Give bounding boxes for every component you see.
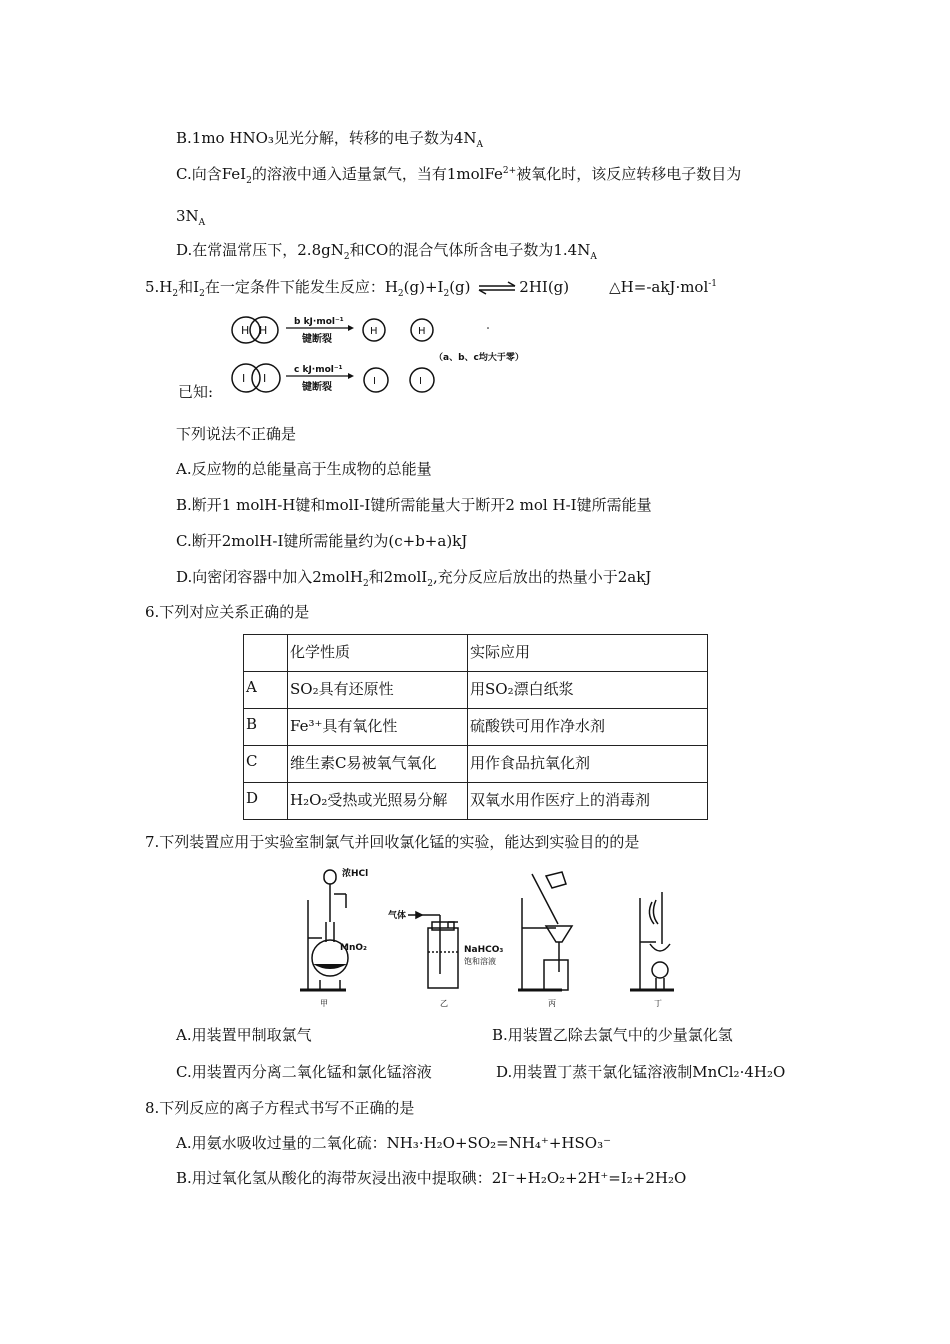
ii-right-label: I xyxy=(263,372,267,385)
table-row xyxy=(244,672,708,709)
q4-option-c-line2: $3N_A$ xyxy=(176,207,206,228)
q7-option-a: A.用装置甲制取氯气 xyxy=(176,1026,312,1044)
label-ding: 丁 xyxy=(654,999,662,1008)
c-energy-label: c kJ·mol⁻¹ xyxy=(294,365,343,375)
mno2-label: MnO₂ xyxy=(340,943,367,953)
q5-known-label: 已知: xyxy=(178,383,214,401)
h-atom-2-label: H xyxy=(418,326,426,337)
q5-option-c: C.断开2molH-I键所需能量约为(c+b+a)kJ xyxy=(176,532,468,550)
bond-energy-figure xyxy=(226,308,556,408)
table-row xyxy=(244,709,708,746)
q8-stem: 8.下列反应的离子方程式书写不正确的是 xyxy=(145,1099,415,1117)
apparatus-ding xyxy=(630,892,674,1008)
nahco3-label: NaHCO₃ xyxy=(464,945,504,955)
q4-option-d: D.在常温常压下，$2.8gN_2$和CO的混合气体所含电子数为$1.4N_A$ xyxy=(176,241,597,262)
table-cell: A xyxy=(244,672,288,709)
i-atom-2-label: I xyxy=(419,376,422,387)
gas-label: 气体 xyxy=(388,911,407,921)
q5-option-b: B.断开1 molH-H键和molI-I键所需能量大于断开2 mol H-I键所需能量 xyxy=(176,496,652,514)
hh-right-label: H xyxy=(259,324,268,337)
table-row xyxy=(244,783,708,820)
h-atom-1-label: H xyxy=(370,326,378,337)
table-cell: D xyxy=(244,783,288,820)
positive-note-label: （a、b、c均大于零） xyxy=(434,353,524,363)
table-cell: Fe³⁺具有氧化性 xyxy=(288,709,468,746)
q6-stem: 6.下列对应关系正确的是 xyxy=(145,603,310,621)
equilibrium-arrow-icon xyxy=(477,281,517,295)
q4-option-c-line1: C.向含FeI$_2$的溶液中通入适量氯气，当有1molFe$^{2+}$被氧化时，该反应转移电子数目为 xyxy=(176,165,742,186)
table-cell: SO₂具有还原性 xyxy=(288,672,468,709)
q7-option-c: C.用装置丙分离二氧化锰和氯化锰溶液 xyxy=(176,1063,432,1081)
i-atom-2-circle xyxy=(410,368,434,392)
q5-option-d: D.向密闭容器中加入2molH$_2$和2molI$_2$,充分反应后放出的热量小于2akJ xyxy=(176,568,652,589)
b-energy-label: b kJ·mol⁻¹ xyxy=(294,317,344,327)
q4-option-b: B.1mo HNO₃见光分解，转移的电子数为$4N_A$ xyxy=(176,129,484,150)
q6-table xyxy=(243,634,708,820)
q8-option-b: B.用过氧化氢从酸化的海带灰浸出液中提取碘：2I⁻+H₂O₂+2H⁺=I₂+2H₂O xyxy=(176,1169,687,1187)
q7-stem: 7.下列装置应用于实验室制氯气并回收氯化锰的实验，能达到实验目的的是 xyxy=(145,833,640,851)
i-atom-1-circle xyxy=(364,368,388,392)
apparatus-jia xyxy=(300,867,368,1008)
q5-prompt: 下列说法不正确是 xyxy=(176,425,297,443)
saturated-label: 饱和溶液 xyxy=(464,957,496,966)
table-header-row xyxy=(244,635,708,672)
table-cell: 维生素C易被氧气氧化 xyxy=(288,746,468,783)
q8-option-a: A.用氨水吸收过量的二氧化硫：NH₃·H₂O+SO₂=NH₄⁺+HSO₃⁻ xyxy=(176,1134,611,1152)
q5-stem: $5.H_2$和$I_2$在一定条件下能发生反应：$H_2(g)+I_2(g)$ 2HI(g) △H=-akJ·mol$^{-1}$ xyxy=(145,278,718,299)
table-cell: 用SO₂漂白纸浆 xyxy=(468,672,708,709)
table-cell: B xyxy=(244,709,288,746)
bond-break-label-1: 键断裂 xyxy=(302,334,332,345)
table-cell: 硫酸铁可用作净水剂 xyxy=(468,709,708,746)
table-cell xyxy=(244,635,288,672)
q7-option-b: B.用装置乙除去氯气中的少量氯化氢 xyxy=(492,1026,733,1044)
table-cell: 用作食品抗氧化剂 xyxy=(468,746,708,783)
q7-option-d: D.用装置丁蒸干氯化锰溶液制MnCl₂·4H₂O xyxy=(496,1063,786,1081)
i-atom-1-label: I xyxy=(373,376,376,387)
table-cell: H₂O₂受热或光照易分解 xyxy=(288,783,468,820)
bond-break-label-2: 键断裂 xyxy=(302,382,332,393)
table-cell: 化学性质 xyxy=(288,635,468,672)
table-cell: 实际应用 xyxy=(468,635,708,672)
apparatus-yi xyxy=(388,909,503,1008)
conc-hcl-label: 浓HCl xyxy=(342,869,369,879)
table-cell: 双氧水用作医疗上的消毒剂 xyxy=(468,783,708,820)
hh-left-label: H xyxy=(241,324,250,337)
label-yi: 乙 xyxy=(440,999,448,1008)
table-cell: C xyxy=(244,746,288,783)
apparatus-bing xyxy=(518,872,572,1008)
label-bing: 丙 xyxy=(548,999,556,1008)
apparatus-figure xyxy=(290,862,690,1012)
label-jia: 甲 xyxy=(320,999,328,1008)
table-row xyxy=(244,746,708,783)
q5-option-a: A.反应物的总能量高于生成物的总能量 xyxy=(176,460,432,478)
ii-left-label: I xyxy=(242,372,246,385)
